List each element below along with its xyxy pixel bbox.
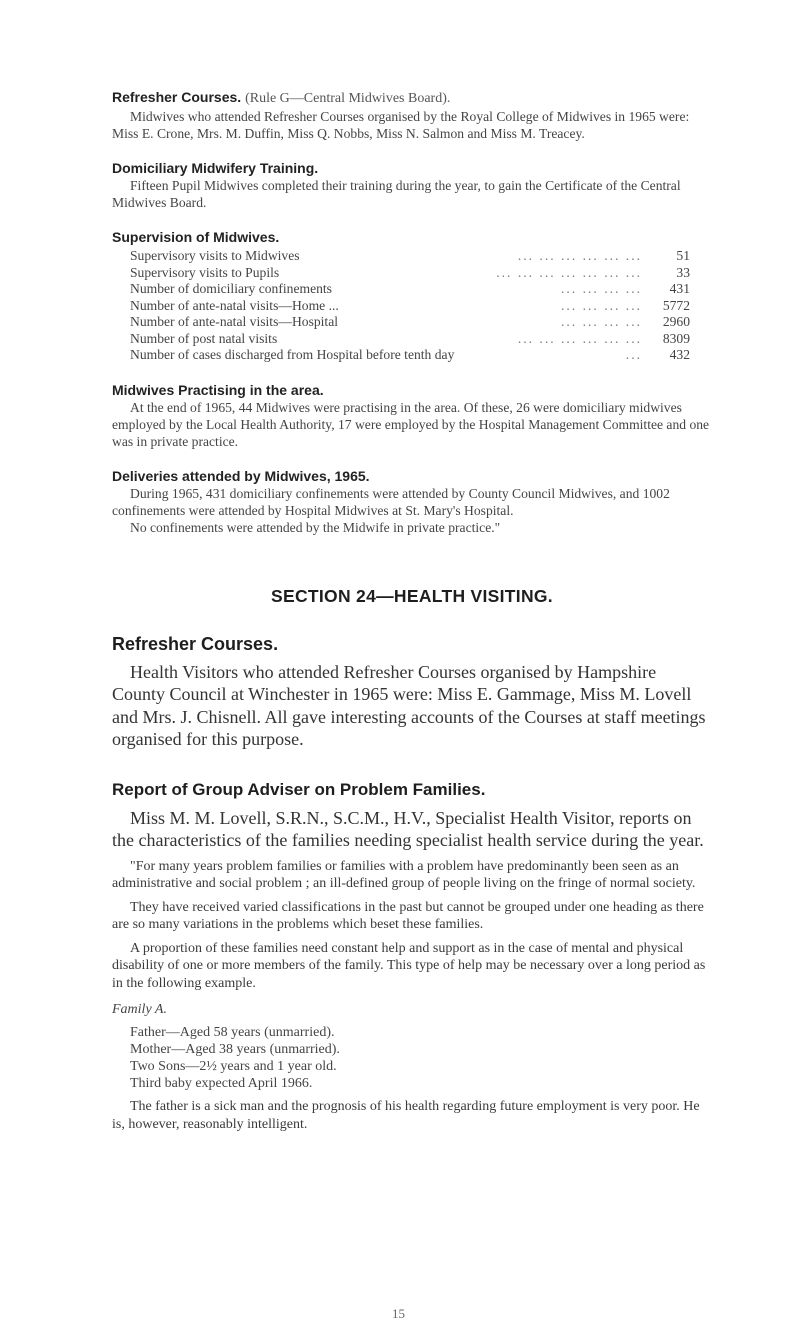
family-list — [130, 1024, 712, 1092]
paragraph: Midwives who attended Refresher Courses organised by the Royal College of Midwives in 1965 were: Miss E. Crone, Mrs. M. Duffin, Miss Q. Nobbs, Miss N. Salmon and Miss M. Treacey. — [112, 109, 690, 141]
paragraph: A proportion of these families need constant help and support as in the case of mental and physical disability of one or more members of the family. This type of help may be necessary over a long period as in the following example. — [112, 940, 706, 991]
row-value: 2960 — [662, 314, 690, 329]
section-heading: Refresher Courses. — [112, 633, 279, 654]
page-number: 15 — [392, 1306, 405, 1321]
list-item: Two Sons—2½ years and 1 year old. — [130, 1059, 337, 1074]
family-label: Family A. — [112, 1002, 167, 1017]
section-heading: Domiciliary Midwifery Training. — [112, 160, 319, 176]
leader-dots: ... ... ... ... ... ... ... — [496, 264, 642, 280]
row-value: 432 — [669, 347, 690, 362]
row-label: Number of post natal visits — [130, 330, 278, 346]
row-value: 51 — [676, 248, 690, 263]
paragraph: At the end of 1965, 44 Midwives were practising in the area. Of these, 26 were domiciliary midwives employed by the Local Health Authority, 17 were employed by the Hospital Management Committee and one was in private practice. — [112, 399, 710, 449]
leader-dots: ... ... ... ... — [561, 297, 642, 313]
problem-families-report-section — [112, 779, 712, 1134]
paragraph: They have received varied classifications in the past but cannot be grouped under one heading as there are so many variations in the problems which beset these families. — [112, 899, 704, 932]
table-row — [130, 265, 690, 282]
list-item: Mother—Aged 38 years (unmarried). — [130, 1042, 340, 1057]
section-heading: Deliveries attended by Midwives, 1965. — [112, 467, 370, 484]
table-row — [130, 314, 690, 331]
section-heading: Midwives Practising in the area. — [112, 381, 324, 398]
paragraph: Health Visitors who attended Refresher Courses organised by Hampshire County Council at Winchester in 1965 were: Miss E. Gammage, Miss M. Lovell and Mrs. J. Chisnell. All gave interesting accounts of the Courses at staff meetings organised for this purpose. — [112, 661, 706, 749]
deliveries-section — [112, 467, 712, 536]
leader-dots: ... ... ... ... ... ... — [517, 248, 642, 263]
paragraph: "For many years problem families or families with a problem have predominantly been seen as an administrative and social problem ; an ill-defined group of people living on the fringe of normal society. — [112, 858, 696, 891]
row-label: Number of ante-natal visits—Hospital — [130, 314, 339, 329]
row-value: 5772 — [662, 297, 690, 313]
leader-dots: ... ... ... ... ... ... — [517, 330, 642, 346]
supervision-table — [130, 248, 690, 364]
paragraph: During 1965, 431 domiciliary confinements were attended by County Council Midwives, and 1002 confinements were attended by Hospital Midwives at St. Mary's Hospital. — [112, 485, 670, 518]
section-heading: Report of Group Adviser on Problem Families. — [112, 779, 486, 799]
list-item: Third baby expected April 1966. — [130, 1076, 313, 1091]
row-value: 431 — [669, 281, 690, 296]
paragraph: Miss M. M. Lovell, S.R.N., S.C.M., H.V., Specialist Health Visitor, reports on the characteristics of the families needing specialist health service during the year. — [112, 807, 704, 850]
row-label: Number of cases discharged from Hospital before tenth day — [130, 347, 455, 362]
midwives-practising-section — [112, 381, 712, 450]
row-label: Number of ante-natal visits—Home ... — [130, 297, 339, 313]
row-value: 33 — [676, 264, 690, 280]
section-heading — [112, 88, 712, 108]
paragraph: No confinements were attended by the Midwife in private practice." — [130, 519, 501, 535]
row-label: Number of domiciliary confinements — [130, 281, 332, 296]
domiciliary-training-section — [112, 159, 712, 211]
refresher-health-visitors-section — [112, 633, 712, 751]
table-row — [130, 281, 690, 298]
document-page — [112, 88, 712, 1133]
leader-dots: ... ... ... ... — [561, 314, 642, 329]
table-row — [130, 347, 690, 364]
leader-dots: ... ... ... ... — [561, 281, 642, 296]
rule-reference: (Rule G—Central Midwives Board). — [245, 91, 451, 106]
row-value: 8309 — [662, 330, 690, 346]
row-label: Supervisory visits to Midwives — [130, 248, 300, 263]
supervision-section — [112, 228, 712, 364]
leader-dots: ... — [625, 347, 642, 362]
table-row — [130, 331, 690, 348]
section-heading: Supervision of Midwives. — [112, 229, 280, 245]
table-row — [130, 298, 690, 315]
refresher-midwives-section — [112, 88, 712, 142]
paragraph: The father is a sick man and the prognosis of his health regarding future employment is very poor. He is, however, reasonably intelligent. — [112, 1099, 700, 1132]
table-row — [130, 248, 690, 265]
section-title: SECTION 24—HEALTH VISITING. — [271, 585, 553, 606]
row-label: Supervisory visits to Pupils — [130, 264, 280, 280]
list-item: Father—Aged 58 years (unmarried). — [130, 1025, 335, 1040]
paragraph: Fifteen Pupil Midwives completed their training during the year, to gain the Certificate of the Central Midwives Board. — [112, 178, 681, 210]
heading-text: Refresher Courses. — [112, 89, 242, 105]
